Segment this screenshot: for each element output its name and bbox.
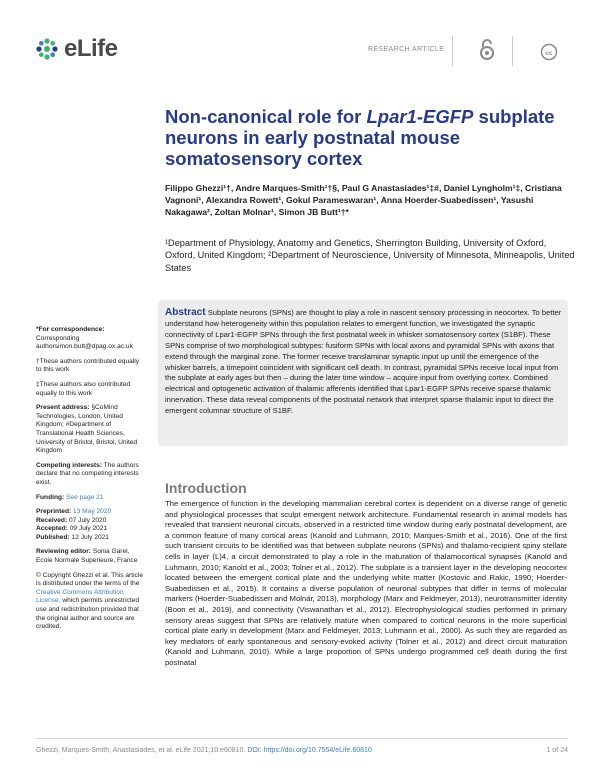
preprint-date[interactable]: 13 May 2020 xyxy=(73,508,112,516)
doi-link[interactable]: DOI: https://doi.org/10.7554/eLife.60810 xyxy=(247,747,372,754)
dagger-note: †These authors contributed equally to this work xyxy=(36,357,140,374)
editor-text: Sonia Garel, Ecole Normale Superieure, France xyxy=(36,548,138,565)
date-value: 07 July 2020 xyxy=(69,516,107,524)
elife-logo[interactable] xyxy=(34,35,118,63)
copyright xyxy=(36,572,146,632)
creative-commons-icon xyxy=(540,43,558,61)
competing-text: The authors declare that no competing interests exist. xyxy=(36,461,139,486)
footer-divider xyxy=(36,738,568,739)
elife-logo-icon xyxy=(34,36,60,62)
journal-name: eLife xyxy=(64,35,118,62)
correspondence-label: *For correspondence: xyxy=(36,326,105,333)
funding-label: Funding: xyxy=(36,493,65,501)
date-value: 12 July 2021 xyxy=(71,533,109,541)
citation-text: Ghezzi, Marques-Smith, Anastasiades, et al. eLife 2021;10:e60810. xyxy=(36,747,246,754)
svg-text:cc: cc xyxy=(545,50,553,57)
author-list: Filippo Ghezzi¹†, Andre Marques-Smith¹†§, Paul G Anastasiades¹‡#, Daniel Lyngholm¹‡, Cristiana Vagnoni¹, Alexandra Rowett¹, Gokul Parameswaran¹, Anna Hoerder-Suabedissen¹, Yasushi Nakagawa², Zoltan Molnar¹, Simon JB Butt¹†* xyxy=(165,183,562,218)
footer-citation xyxy=(36,747,568,754)
header-divider xyxy=(452,36,453,66)
competing-label: Competing interests: xyxy=(36,461,102,469)
open-access-icon xyxy=(478,38,496,62)
article-title: Non-canonical role for Lpar1-EGFP subplate neurons in early postnatal mouse somatosensory cortex xyxy=(165,106,555,169)
correspondence-email[interactable]: Corresponding authorsimon.butt@dpag.ox.ac.uk xyxy=(36,334,133,351)
present-address-label: Present address: xyxy=(36,404,90,412)
date-label: Accepted: xyxy=(36,525,68,533)
page-number: 1 of 24 xyxy=(546,747,568,754)
intro-heading: Introduction xyxy=(165,480,247,496)
license-link[interactable]: Creative Commons Attribution License, xyxy=(36,588,124,605)
funding-link[interactable]: See page 21 xyxy=(66,493,104,501)
header-divider-2 xyxy=(512,36,513,66)
date-label: Preprinted: xyxy=(36,508,72,516)
date-label: Received: xyxy=(36,516,68,524)
abstract-text: Subplate neurons (SPNs) are thought to play a role in nascent sensory processing in neocortex. To better understand how heterogeneity within this population relates to emergent function, we investigated the synaptic connectivity of Lpar1-EGFP SPNs through the first postnatal week in whisker somatosensory cortex (S1BF). These SPNs comprise of two morphological subtypes: fusiform SPNs with local axons and pyramidal SPNs with axons that extend through the marginal zone. The former receive translaminar synaptic input up until the emergence of the whisker barrels, a timepoint coincident with significant cell death. In contrast, pyramidal SPNs receive local input from the subplate at early ages but then – during the later time window – acquire input from overlying cortex. Combined electrical and optogenetic activation of thalamic afferents identified that Lpar1-EGFP SPNs receive sparse thalamic innervation. These data reveal components of the postnatal network that interpret sparse thalamic input to direct the emergent columnar structure of S1BF. xyxy=(165,308,562,416)
date-label: Published: xyxy=(36,533,70,541)
ddagger-note: ‡These authors also contributed equally to this work xyxy=(36,380,131,397)
copyright-post: which permits unrestricted use and redistribution provided that the original author and source are credited. xyxy=(36,597,140,631)
dates-block xyxy=(36,508,146,542)
editor-label: Reviewing editor: xyxy=(36,548,91,556)
abstract xyxy=(165,308,563,417)
affiliations: ¹Department of Physiology, Anatomy and Genetics, Sherrington Building, University of Oxford, Oxford, United Kingdom; ²Department of Neuroscience, University of Minnesota, Minneapolis, United States xyxy=(165,238,575,273)
intro-body: The emergence of function in the developing mammalian cerebral cortex is dependent on a diverse range of genetic and physiological processes that sculpt emergent network architecture. Fundamental research in animal models has revealed that transient neuronal circuits, observed in a restricted time window during early postnatal development, are a common feature of many cortical areas (Kanold and Luhmann, 2010; Marques-Smith et al., 2016). One of the first such transient circuits to be identified was that between subplate neurons (SPNs) and thalamo-recipient spiny stellate cells in layer (L)4, a circuit demonstrated to play a role in the maturation of thalamocortical synapses (Kanold and Luhmann, 2010; Kanold et al., 2003; Tolner et al., 2012). The subplate is a transient layer in the developing neocortex located between the emergent cortical plate and the underlying white matter (Kostovic and Rakic, 1990; Hoerder-Suabedissen et al., 2015). It contains a diverse population of neuronal subtypes that differ in terms of molecular markers (Hoerder-Suabedissen and Molnár, 2013), morphology (Marx and Feldmeyer, 2013), neurotransmitter identity (Boon et al., 2019), and connectivity (Viswanathan et al., 2012). Electrophysiological studies performed in primary sensory areas suggest that SPNs are relatively mature when compared to cortical neurons in the more superficial cortical plate early in development (Marx and Feldmeyer, 2013; Luhmann et al., 2000). As such they are regarded as key mediators of early spontaneous and sensory-evoked activity (Tolner et al., 2012) and direct circuit maturation (Kanold and Luhmann, 2010). While a large proportion of SPNs undergo programmed cell death during the first postnatal xyxy=(165,499,567,667)
date-value: 09 July 2021 xyxy=(69,525,108,533)
sidebar xyxy=(36,326,146,638)
present-address-text: §CoMind Technologies, London, United Kingdom; #Department of Translational Health Sciences, University of Bristol, Bristol, United Kingdom xyxy=(36,404,138,455)
copyright-pre: © Copyright Ghezzi et al. This article is distributed under the terms of the xyxy=(36,571,143,588)
article-type: RESEARCH ARTICLE xyxy=(368,46,445,53)
abstract-heading: Abstract xyxy=(165,307,206,318)
